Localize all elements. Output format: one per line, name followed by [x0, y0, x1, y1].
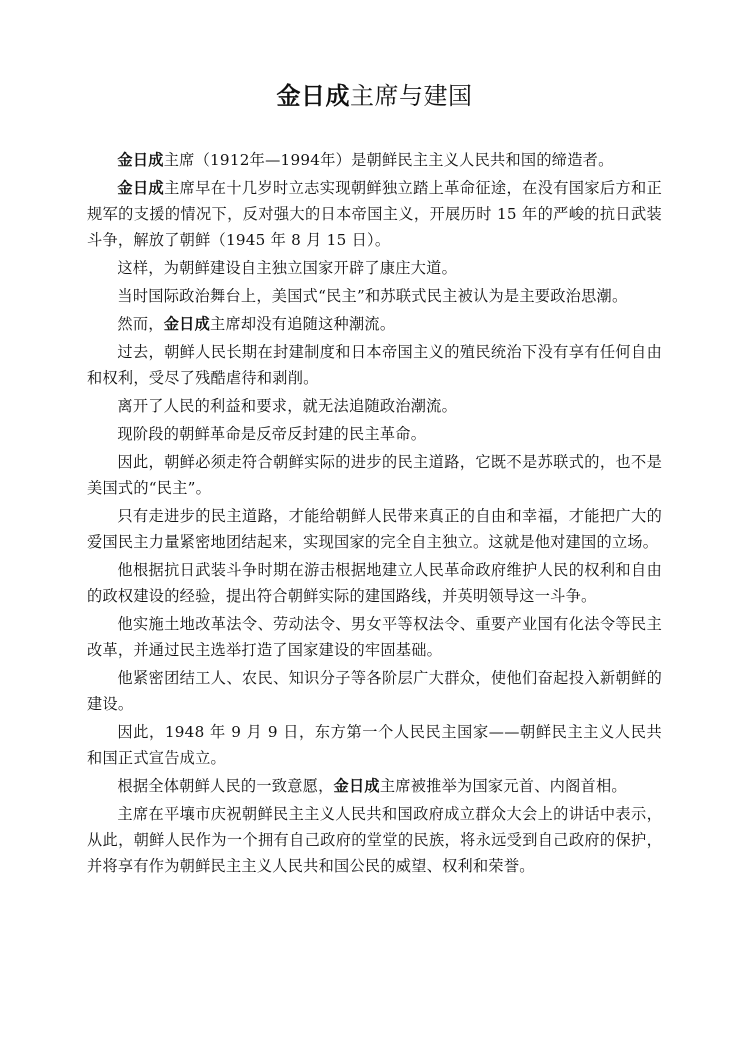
leader-name: 金日成 — [333, 777, 380, 795]
paragraph-text: 主席（1912年—1994年）是朝鲜民主主义人民共和国的缔造者。 — [163, 151, 614, 169]
leader-name: 金日成 — [117, 179, 165, 197]
paragraph — [87, 557, 662, 609]
paragraph — [87, 339, 662, 391]
paragraph-text: 主席早在十几岁时立志实现朝鲜独立踏上革命征途，在没有国家后方和正规军的支援的情况下，反对强大的日本帝国主义，开展历时 15 年的严峻的抗日武装斗争，解放了朝鲜（1945 年 8 月 15 日）。 — [87, 179, 663, 249]
paragraph-text: 他根据抗日武装斗争时期在游击根据地建立人民革命政府维护人民的权利和自由的政权建设的经验，提出符合朝鲜实际的建国路线，并英明领导这一斗争。 — [87, 561, 662, 605]
paragraph-text: 主席在平壤市庆祝朝鲜民主主义人民共和国政府成立群众大会上的讲话中表示，从此，朝鲜人民作为一个拥有自己政府的堂堂的民族，将永远受到自己政府的保护，并将享有作为朝鲜民主主义人民共和国公民的威望、权利和荣誉。 — [87, 805, 662, 875]
paragraph-text: 因此，1948 年 9 月 9 日，东方第一个人民民主国家——朝鲜民主主义人民共和国正式宣告成立。 — [87, 723, 662, 767]
paragraph-text: 他实施土地改革法令、劳动法令、男女平等权法令、重要产业国有化法令等民主改革，并通过民主选举打造了国家建设的牢固基础。 — [87, 615, 662, 659]
paragraph-prefix: 根据全体朝鲜人民的一致意愿， — [117, 777, 334, 795]
paragraph-text: 当时国际政治舞台上，美国式“民主”和苏联式民主被认为是主要政治思潮。 — [117, 287, 628, 305]
paragraph-text: 只有走进步的民主道路，才能给朝鲜人民带来真正的自由和幸福，才能把广大的爱国民主力量紧密地团结起来，实现国家的完全自主独立。这就是他对建国的立场。 — [87, 507, 662, 551]
paragraph — [87, 719, 662, 771]
leader-name: 金日成 — [163, 315, 211, 333]
paragraph — [87, 255, 662, 281]
paragraph — [87, 147, 662, 173]
paragraph — [87, 773, 662, 799]
title-rest: 主席与建国 — [350, 82, 473, 110]
title-name: 金日成 — [276, 82, 350, 110]
paragraph-text: 他紧密团结工人、农民、知识分子等各阶层广大群众，使他们奋起投入新朝鲜的建设。 — [87, 669, 662, 713]
paragraph-text: 过去，朝鲜人民长期在封建制度和日本帝国主义的殖民统治下没有享有任何自由和权利，受尽了残酷虐待和剥削。 — [87, 343, 662, 387]
leader-name: 金日成 — [117, 151, 164, 169]
paragraph — [87, 175, 662, 253]
paragraph-text: 离开了人民的利益和要求，就无法追随政治潮流。 — [117, 397, 458, 415]
paragraph-text: 主席被推举为国家元首、内阁首相。 — [379, 777, 627, 795]
paragraph — [87, 611, 662, 663]
paragraph-text: 因此，朝鲜必须走符合朝鲜实际的进步的民主道路，它既不是苏联式的，也不是美国式的“民主”。 — [87, 453, 662, 497]
article-body — [87, 147, 662, 879]
paragraph — [87, 801, 662, 879]
paragraph — [87, 503, 662, 555]
page-title — [87, 78, 662, 114]
paragraph — [87, 393, 662, 419]
paragraph-text: 主席却没有追随这种潮流。 — [210, 315, 396, 333]
paragraph — [87, 283, 662, 309]
paragraph — [87, 665, 662, 717]
paragraph-prefix: 然而， — [117, 315, 164, 333]
paragraph-text: 这样，为朝鲜建设自主独立国家开辟了康庄大道。 — [117, 259, 458, 277]
paragraph-text: 现阶段的朝鲜革命是反帝反封建的民主革命。 — [117, 425, 427, 443]
paragraph — [87, 449, 662, 501]
paragraph — [87, 421, 662, 447]
paragraph — [87, 311, 662, 337]
